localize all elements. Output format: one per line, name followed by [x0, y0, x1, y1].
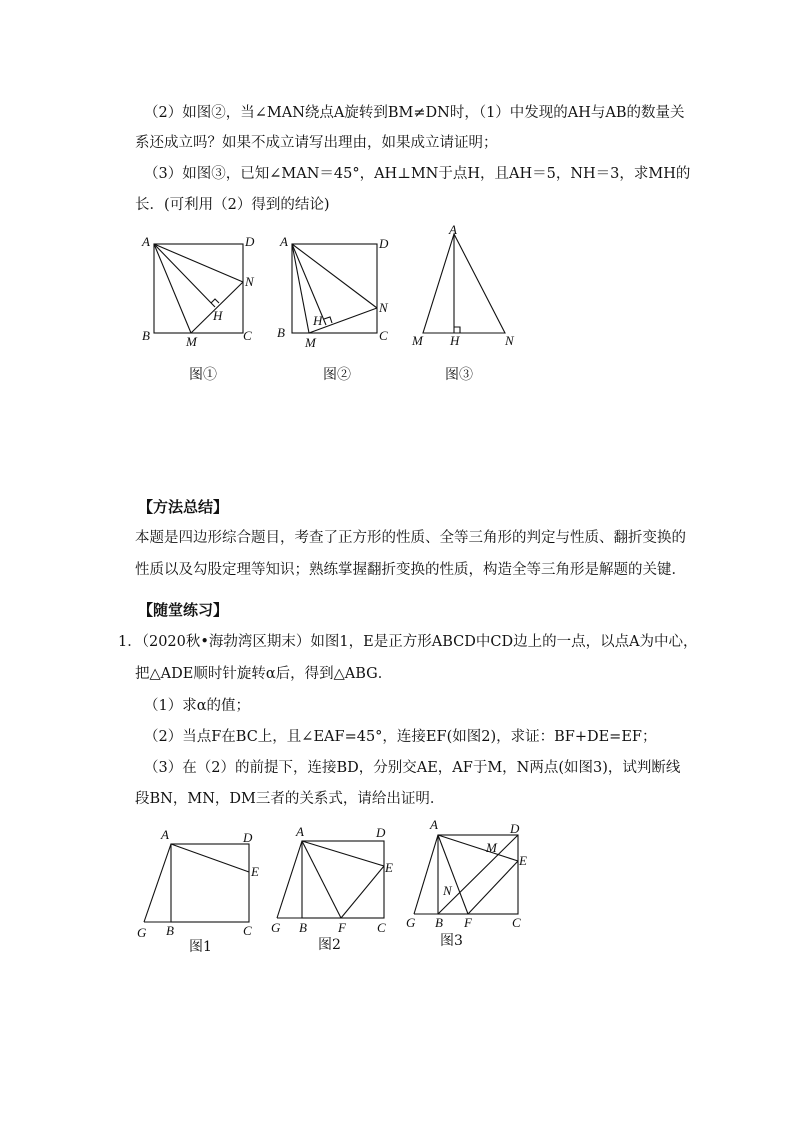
figb2-label-D: D	[376, 825, 386, 840]
caption-fig-2: 图②	[323, 367, 351, 383]
figb1-label-B: B	[166, 923, 174, 938]
figb3-label-M: M	[486, 840, 497, 855]
figb2-label-F: F	[338, 920, 346, 935]
figb2-label-A: A	[296, 824, 304, 839]
method-summary-line2: 性质以及勾股定理等知识；熟练掌握翻折变换的性质，构造全等三角形是解题的关键．	[135, 562, 686, 578]
caption-fig-b3: 图3	[440, 933, 463, 949]
figure-b1-square-diagram	[133, 825, 268, 940]
figb3-label-E: E	[519, 853, 527, 868]
figb3-label-N: N	[443, 883, 452, 898]
practice-q1-sub2: （2）当点F在BC上，且∠EAF=45°，连接EF(如图2)，求证：BF+DE=EF；	[144, 729, 657, 745]
figure-b3-square-diagram	[402, 815, 537, 930]
fig2-label-N: N	[379, 300, 388, 315]
practice-q1-line1: 1．（2020秋•海勃湾区期末）如图1，E是正方形ABCD中CD边上的一点，以点A为中心，	[118, 634, 698, 650]
figb1-label-D: D	[243, 830, 253, 845]
fig2-label-D: D	[379, 236, 389, 251]
part3-line1: （3）如图③，已知∠MAN＝45°，AH⊥MN于点H，且AH＝5，NH＝3，求MH的	[144, 166, 691, 182]
fig2-label-H: H	[313, 313, 323, 328]
caption-fig-b2: 图2	[318, 937, 341, 953]
figb2-label-C: C	[377, 920, 386, 935]
figb3-label-D: D	[510, 821, 520, 836]
caption-fig-1: 图①	[189, 367, 217, 383]
practice-q1-sub3-line1: （3）在（2）的前提下，连接BD，分别交AE，AF于M，N两点(如图3)，试判断线	[144, 760, 681, 776]
figb1-label-E: E	[251, 864, 259, 879]
fig1-label-B: B	[142, 328, 150, 343]
fig1-label-N: N	[245, 274, 254, 289]
fig1-label-C: C	[243, 328, 252, 343]
figure-3-triangle-diagram	[410, 222, 530, 347]
part2-line2: 系还成立吗？如果不成立请写出理由，如果成立请证明；	[135, 135, 498, 151]
caption-fig-b1: 图1	[189, 939, 212, 955]
figb3-label-A: A	[430, 817, 438, 832]
figb3-label-B: B	[435, 915, 443, 930]
figb2-label-G: G	[271, 920, 281, 935]
figure-2-square-diagram	[273, 230, 408, 350]
figb3-label-F: F	[464, 915, 472, 930]
figb2-label-B: B	[299, 920, 307, 935]
fig2-label-M: M	[305, 335, 316, 350]
part2-line1: （2）如图②，当∠MAN绕点A旋转到BM≠DN时，（1）中发现的AH与AB的数量关	[144, 105, 685, 121]
practice-q1-sub3-line2: 段BN，MN，DM三者的关系式，请给出证明．	[135, 791, 445, 807]
fig1-label-D: D	[245, 234, 255, 249]
figb1-label-A: A	[161, 827, 169, 842]
figb1-label-C: C	[243, 923, 252, 938]
fig2-label-A: A	[280, 234, 288, 249]
caption-fig-3: 图③	[445, 367, 473, 383]
figure-b2-square-diagram	[268, 822, 398, 937]
part3-line2: 长．(可利用（2）得到的结论)	[135, 197, 330, 213]
fig3-label-H: H	[450, 333, 460, 348]
method-summary-heading: 【方法总结】	[138, 498, 229, 516]
fig1-label-H: H	[213, 308, 223, 323]
figure-1-square-diagram	[135, 230, 270, 350]
practice-heading: 【随堂练习】	[138, 601, 229, 619]
fig2-label-C: C	[379, 328, 388, 343]
method-summary-line1: 本题是四边形综合题目，考查了正方形的性质、全等三角形的判定与性质、翻折变换的	[135, 530, 686, 546]
practice-q1-sub1: （1）求α的值；	[144, 698, 251, 714]
figb2-label-E: E	[385, 860, 393, 875]
figb3-label-C: C	[512, 915, 521, 930]
figb1-label-G: G	[137, 925, 147, 940]
fig1-label-M: M	[186, 334, 197, 349]
fig2-label-B: B	[277, 325, 285, 340]
fig3-label-M: M	[412, 333, 423, 348]
fig3-label-A: A	[449, 222, 457, 237]
practice-q1-line2: 把△ADE顺时针旋转α后，得到△ABG．	[135, 666, 393, 682]
figb3-label-G: G	[406, 915, 416, 930]
fig1-label-A: A	[142, 234, 150, 249]
fig3-label-N: N	[505, 333, 514, 348]
